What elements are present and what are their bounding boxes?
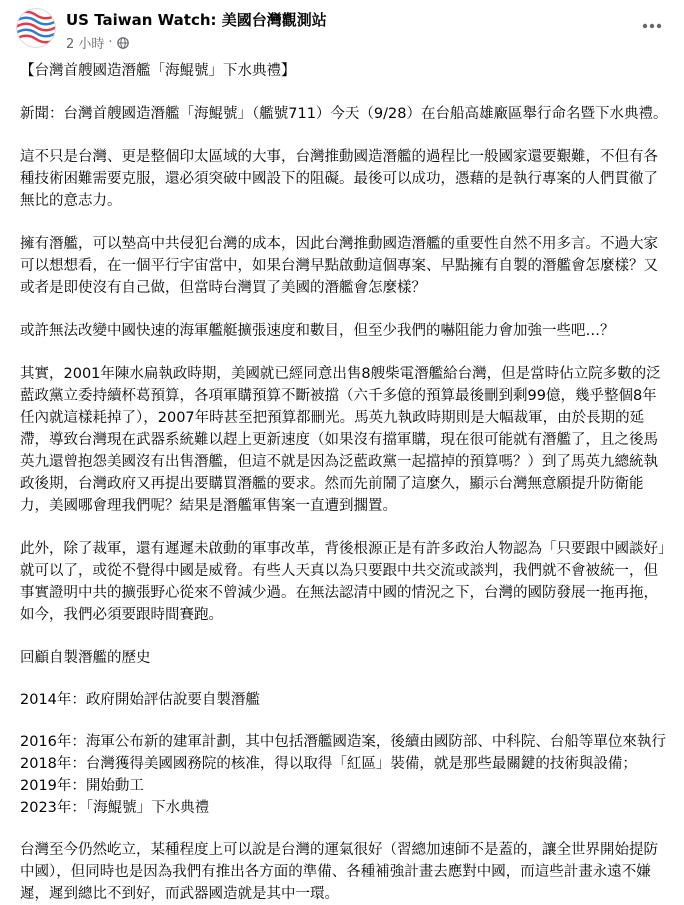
more-options-icon	[642, 23, 662, 29]
timeline-2019: 2019年：開始動工	[20, 778, 144, 794]
paragraph-2: 擁有潛艦，可以墊高中共侵犯台灣的成本，因此台灣推動國造潛艦的重要性自然不用多言。不過大家可以想想看，在一個平行宇宙當中，如果台灣早點啟動這個專案、早點擁有自製的潛艦會怎麼樣？又或者是即使沒有自己做，但當時台灣買了美國的潛艦會怎麼樣？	[20, 236, 658, 296]
post-meta	[66, 33, 129, 52]
timeline-2016: 2016年：海軍公布新的建軍計劃，其中包括潛艦國造案，後續由國防部、中科院、台船等單位來執行	[20, 734, 666, 750]
page-name-link[interactable]: US Taiwan Watch: 美國台灣觀測站	[66, 11, 327, 29]
timeline-2023: 2023年：「海鯤號」下水典禮	[20, 800, 210, 816]
post-timestamp[interactable]: 2 小時	[66, 37, 105, 52]
paragraph-5: 此外，除了裁軍，還有遲遲未啟動的軍事改革，背後根源正是有許多政治人物認為「只要跟中國談好」就可以了，或從不覺得中國是威脅。有些人天真以為只要跟中共交流或談判，我們就不會被統一，但事實證明中共的擴張野心從來不曾減少過。在無法認清中國的情況之下，台灣的國防發展一拖再拖，如今，我們必須要跟時間賽跑。	[20, 541, 666, 623]
meta-separator: ·	[108, 35, 113, 50]
post-header	[0, 0, 684, 58]
paragraph-4: 其實，2001年陳水扁執政時期，美國就已經同意出售8艘柴電潛艦給台灣，但是當時佔立院多數的泛藍政黨立委持續杯葛預算，各項軍購預算不斷被擋（六千多億的預算最後刪到剩99億，幾乎整個8年任內就這樣耗掉了），2007年時甚至把預算都刪光。馬英九執政時期則是大幅裁軍，由於長期的延滯，導致台灣現在武器系統難以趕上更新速度（如果沒有擋軍購，現在很可能就有潛艦了，且之後馬英九還曾抱怨美國沒有出售潛艦，但這不就是因為泛藍政黨一起擋掉的預算嗎？）到了馬英九總統執政後期，台灣政府又再提出要購買潛艦的要求。然而先前鬧了這麼久，顯示台灣無意願提升防衛能力，美國哪會理我們呢？結果是潛艦軍售案一直遭到擱置。	[20, 366, 661, 514]
paragraph-3: 或許無法改變中國快速的海軍艦艇擴張速度和數目，但至少我們的嚇阻能力會加強一些吧…？	[20, 323, 615, 339]
timeline-2018: 2018年：台灣獲得美國國務院的核准，得以取得「紅區」裝備，就是那些最關鍵的技術與設備；	[20, 756, 637, 772]
history-heading: 回顧自製潛艦的歷史	[20, 650, 151, 666]
closing-paragraph: 台灣至今仍然屹立，某種程度上可以說是台灣的運氣很好（習總加速師不是蓋的，讓全世界開始提防中國），但同時也是因為我們有推出各方面的準備、各種補強計畫去應對中國，而這些計畫永遠不嫌遲，遲到總比不到好，而武器國造就是其中一環。	[20, 842, 658, 902]
news-paragraph: 新聞：台灣首艘國造潛艦「海鯤號」（艦號711）今天（9/28）在台船高雄廠區舉行命名暨下水典禮。	[20, 106, 668, 122]
post-title: 【台灣首艘國造潛艦「海鯤號」下水典禮】	[20, 63, 296, 79]
paragraph-1: 這不只是台灣、更是整個印太區域的大事，台灣推動國造潛艦的過程比一般國家還要艱難，不但有各種技術困難需要克服，還必須突破中國設下的阻礙。最後可以成功，憑藉的是執行專案的人們貫徹了無比的意志力。	[20, 149, 658, 209]
post-content	[20, 60, 668, 905]
globe-icon[interactable]	[117, 37, 129, 49]
page-avatar[interactable]	[16, 8, 56, 48]
more-options-button[interactable]	[640, 14, 664, 38]
page-logo-icon	[16, 8, 56, 48]
timeline-2014: 2014年：政府開始評估說要自製潛艦	[20, 692, 260, 708]
